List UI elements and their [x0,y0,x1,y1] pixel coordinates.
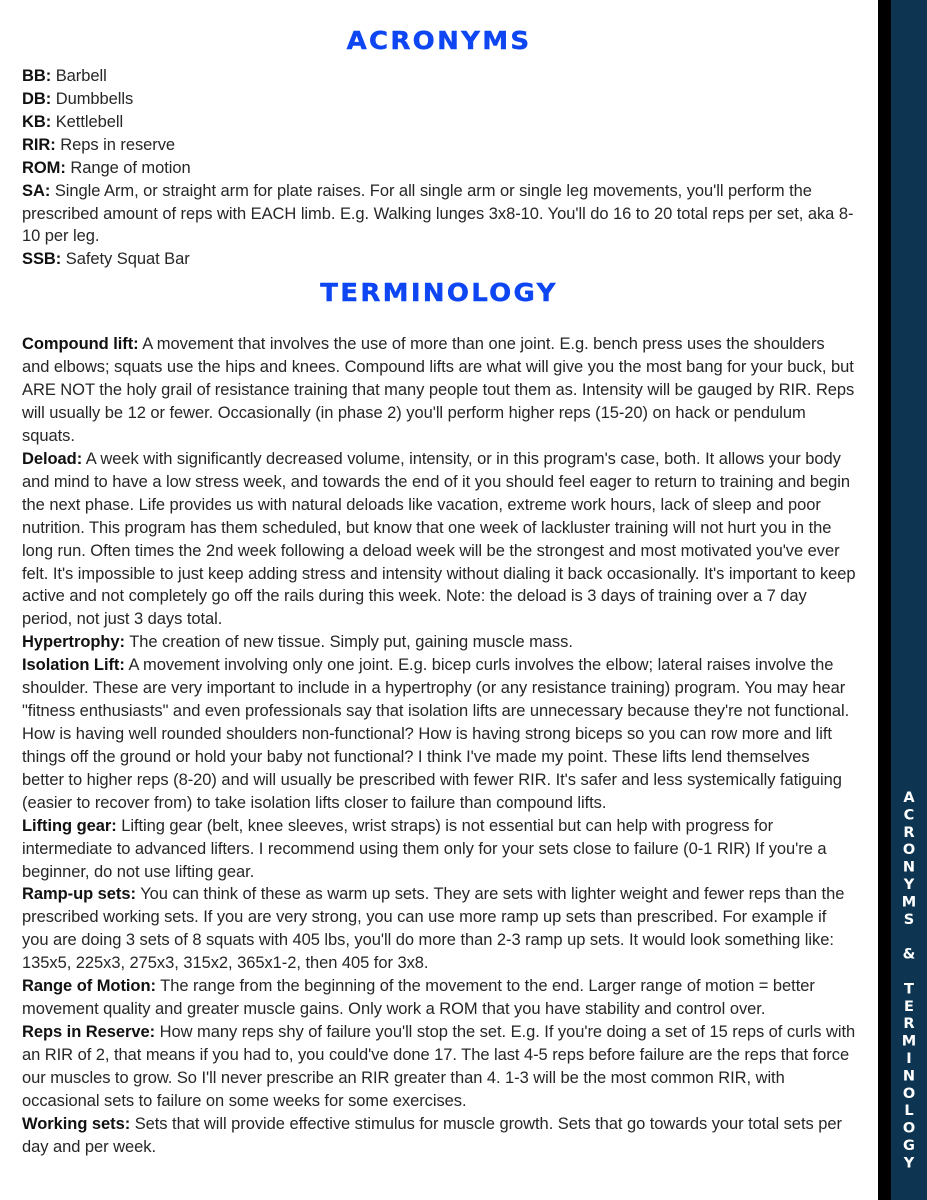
definition-term: SA: [22,181,51,200]
definition-term: DB: [22,89,52,108]
definition-text: Kettlebell [51,112,124,131]
definition-term: KB: [22,112,52,131]
definition-text: How many reps shy of failure you'll stop the set. E.g. If you're doing a set of 15 reps of curls with an RIR of 2, that means if you had to, you could've done 17. The last 4-5 reps before failure are the reps that force our muscles to grow. So I'll never prescribe an RIR greater than 4. 1-3 will be the most common RIR, with occasional sets to failure on some weeks for some exercises. [22,1022,856,1110]
definition-text: Sets that will provide effective stimulus for muscle growth. Sets that go towards your total sets per day and per week. [22,1114,842,1156]
definition-term: SSB: [22,250,62,269]
side-tab-label: ACRONYMS & TERMINOLOGY [901,790,917,1173]
definition-term: Compound lift: [22,335,139,354]
definition-entry [22,157,856,180]
definition-entry [22,180,856,249]
terminology-list [22,333,856,1158]
definition-term: Ramp-up sets: [22,885,136,904]
definition-term: Working sets: [22,1114,131,1133]
definition-term: ROM: [22,158,66,177]
definition-term: Lifting gear: [22,816,117,835]
definition-entry [22,631,856,654]
definition-term: Hypertrophy: [22,633,125,652]
definition-entry [22,883,856,975]
definition-text: Barbell [51,67,107,85]
definition-entry [22,333,856,448]
definition-entry [22,134,856,157]
definition-term: RIR: [22,135,56,154]
definition-text: A movement that involves the use of more than one joint. E.g. bench press uses the shoulders and elbows; squats use the hips and knees. Compound lifts are what will give you the most bang for your buck, but ARE NOT the holy grail of resistance training that many people tout them as. Intensity will be gauged by RIR. Reps will usually be 12 or fewer. Occasionally (in phase 2) you'll perform higher reps (15-20) on hack or pendulum squats. [22,335,855,445]
definition-text: The creation of new tissue. Simply put, gaining muscle mass. [125,633,573,652]
definition-text: The range from the beginning of the movement to the end. Larger range of motion = better movement quality and greater muscle gains. Only work a ROM that you have stability and control over. [22,977,815,1019]
definition-entry [22,815,856,884]
definition-entry [22,1021,856,1113]
definition-text: You can think of these as warm up sets. They are sets with lighter weight and fewer reps than the prescribed working sets. If you are very strong, you can use more ramp up sets than prescribed. For example if you are doing 3 sets of 8 squats with 405 lbs, you'll do more than 2-3 ramp up sets. It would look something like: 135x5, 225x3, 275x3, 315x2, 365x1-2, then 405 for 3x8. [22,885,845,973]
definition-entry [22,65,856,88]
acronyms-list [22,65,856,271]
definition-term: BB: [22,67,52,85]
definition-text: Safety Squat Bar [61,250,190,269]
side-divider-strip [878,0,891,1200]
definition-text: A week with significantly decreased volume, intensity, or in this program's case, both. It allows your body and mind to have a low stress week, and towards the end of it you should feel eager to return to training and begin the next phase. Life provides us with natural deloads like vacation, extreme work hours, lack of sleep and poor nutrition. This program has them scheduled, but know that one week of lackluster training will not hurt you in the long run. Often times the 2nd week following a deload week will be the strongest and most motivated you've ever felt. It's impossible to just keep adding stress and intensity without dialing it back occasionally. It's important to keep active and not completely go off the rails during this week. Note: the deload is 3 days of training over a 7 day period, not just 3 days total. [22,449,856,629]
side-tab-band [891,0,927,1200]
definition-term: Reps in Reserve: [22,1022,156,1041]
definition-entry [22,248,856,271]
definition-entry [22,111,856,134]
definition-term: Isolation Lift: [22,656,125,675]
definition-text: Range of motion [65,158,191,177]
definition-entry [22,1113,856,1159]
definition-entry [22,88,856,111]
definition-text: A movement involving only one joint. E.g. bicep curls involves the elbow; lateral raises involve the shoulder. These are very important to include in a hypertrophy (or any resistance training) program. You may hear "fitness enthusiasts" and even professionals say that isolation lifts are unnecessary because they're not functional. How is having well rounded shoulders non-functional? How is having strong biceps so you can row more and lift things off the ground or hold your baby not functional? I think I've made my point. These lifts lend themselves better to higher reps (8-20) and will usually be prescribed with fewer RIR. It's safer and less systemically fatiguing (easier to recover from) to take isolation lifts closer to failure than compound lifts. [22,656,850,812]
definition-text: Lifting gear (belt, knee sleeves, wrist straps) is not essential but can help with progress for intermediate to advanced lifters. I recommend using them only for your sets close to failure (0-1 RIR) If you're a beginner, do not use lifting gear. [22,816,827,881]
definition-text: Single Arm, or straight arm for plate raises. For all single arm or single leg movements, you'll perform the prescribed amount of reps with EACH limb. E.g. Walking lunges 3x8-10. You'll do 16 to 20 total reps per set, aka 8-10 per leg. [22,181,854,246]
definition-term: Range of Motion: [22,977,156,996]
side-tab [891,0,927,1200]
definition-entry [22,975,856,1021]
definition-text: Dumbbells [51,89,134,108]
definition-text: Reps in reserve [55,135,176,154]
definition-term: Deload: [22,449,83,468]
page-title-acronyms: ACRONYMS [346,26,532,55]
definition-entry [22,448,856,631]
definition-entry [22,654,856,814]
page-title-terminology: TERMINOLOGY [320,278,558,308]
